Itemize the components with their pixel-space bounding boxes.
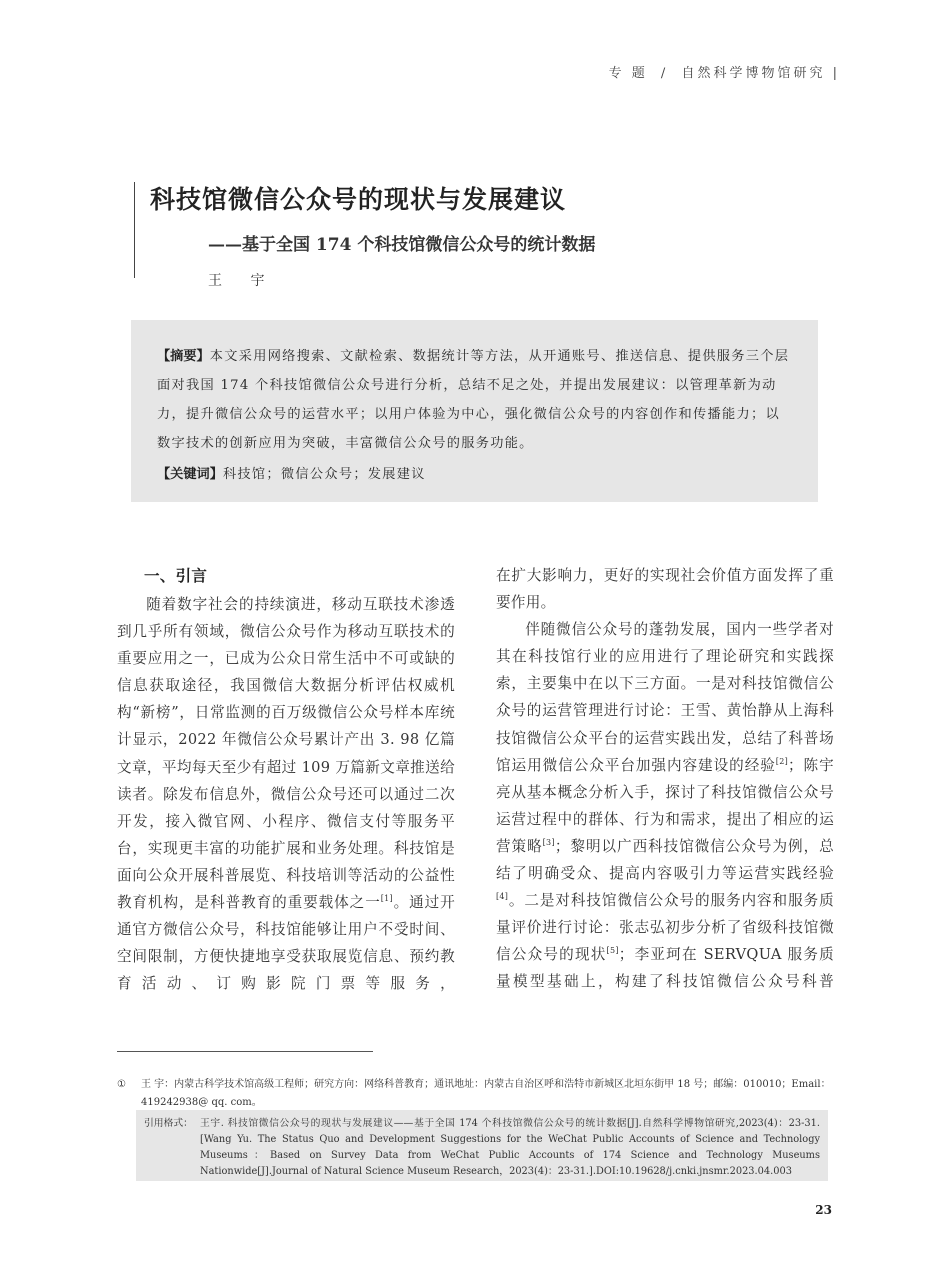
paragraph-text: 。通过开通官方微信公众号，科技馆能够让用户不受时间、空间限制，方便快捷地享受获取展览信息、预约教育活动、订购影院门票等服务， (117, 894, 456, 993)
paragraph-text: 。二是对科技馆微信公众号的服务内容和服务质量评价进行讨论：张志弘初步分析了省级科技馆微信公众号的现状 (496, 892, 834, 964)
article-title: 科技馆微信公众号的现状与发展建议 (150, 185, 567, 214)
abstract (157, 342, 794, 458)
paragraph-text: 随着数字社会的持续演进，移动互联技术渗透到几乎所有领域，微信公众号作为移动互联技术的重要应用之一，已成为公众日常生活中不可或缺的信息获取途径，我国微信大数据分析评估权威机构“新榜”，日常监测的百万级微信公众号样本库统计显示，2022 年微信公众号累计产出 3. 98 亿篇文章，平均每天至少有超过 109 万篇新文章推送给读者。除发布信息外，微信公众号还可以通过二次开发，接入微官网、小程序、微信支付等服务平台，实现更丰富的功能扩展和业务处理。科技馆是面向公众开展科普展览、科技培训等活动的公益性教育机构，是科普教育的重要载体之一 (117, 596, 455, 912)
citation-ref: [4] (496, 892, 509, 902)
abstract-text: 本文采用网络搜索、文献检索、数据统计等方法，从开通账号、推送信息、提供服务三个层面对我国 174 个科技馆微信公众号进行分析，总结不足之处，并提出发展建议：以管理革新为动力，提升微信公众号的运营水平；以用户体验为中心，强化微信公众号的内容创作和传播能力；以数字技术的创新应用为突破，丰富微信公众号的服务功能。 (157, 349, 790, 451)
paragraph-1-continued: 在扩大影响力，更好的实现社会价值方面发挥了重要作用。 (496, 567, 834, 612)
footnote-rule (117, 1051, 373, 1052)
keywords-text: 科技馆；微信公众号；发展建议 (222, 467, 426, 482)
section-heading: 一、引言 (144, 567, 208, 585)
right-column (496, 562, 834, 996)
keywords-label: 【关键词】 (157, 467, 223, 482)
running-head-journal: 自然科学博物馆研究 (681, 66, 826, 81)
left-column (117, 562, 455, 997)
paragraph-2 (496, 616, 834, 995)
paragraph-text: ；陈宇亮从基本概念分析入手，探讨了科技馆微信公众号运营过程中的群体、行为和需求，提出了相应的运营策略 (496, 756, 834, 855)
running-head-separator: / (660, 66, 669, 81)
article-subtitle: ——基于全国 174 个科技馆微信公众号的统计数据 (208, 235, 596, 255)
citation-box (136, 1110, 828, 1181)
citation-label: 引用格式： (144, 1118, 193, 1129)
citation-ref: [3] (542, 838, 555, 848)
running-head-section: 专 题 (608, 66, 648, 81)
citation-ref: [1] (380, 894, 393, 904)
abstract-box (131, 320, 818, 502)
keywords (157, 460, 794, 489)
paragraph-text: 伴随微信公众号的蓬勃发展，国内一些学者对其在科技馆行业的应用进行了理论研究和实践探索，主要集中在以下三方面。一是对科技馆微信公众号的运营管理进行讨论：王雪、黄怡静从上海科技馆微信公众平台的运营实践出发，总结了科普场馆运用微信公众平台加强内容建设的经验 (496, 621, 834, 774)
citation-text: 王宇. 科技馆微信公众号的现状与发展建议——基于全国 174 个科技馆微信公众号的统计数据[J].自然科学博物馆研究,2023(4)：23-31.[Wang Yu. The Status Quo and Development Suggestions for the WeChat Public Accounts of Science and Technology Museums：Based on Survey Data from WeChat Public Accounts of 174 Science and Technology Museums Nationwide[J].Journal of Natural Science Museum Research，2023(4)：23-31.].DOI:10.19628/j.cnki.jnsmr.2023.04.003 (200, 1118, 820, 1177)
running-head-bar: | (832, 66, 840, 81)
running-head (560, 62, 840, 81)
footnote-text: 王 宇：内蒙古科学技术馆高级工程师；研究方向：网络科普教育；通讯地址：内蒙古自治区呼和浩特市新城区北垣东街甲 18 号；邮编：010010；Email：419242938@ qq. com。 (141, 1079, 831, 1108)
article-author: 王 宇 (208, 273, 277, 289)
paragraph-text: ；黎明以广西科技馆微信公众号为例，总结了明确受众、提高内容吸引力等运营实践经验 (496, 837, 835, 883)
paragraph-text: ；李亚珂在 SERVQUA 服务质量模型基础上，构建了科技馆微信公众号科普 (496, 946, 834, 991)
paragraph-1 (117, 591, 455, 997)
citation-ref: [2] (775, 756, 789, 766)
body-columns (117, 562, 834, 1042)
page-number: 23 (815, 1203, 832, 1217)
citation-ref: [5] (606, 946, 619, 956)
footnote-mark: ① (117, 1079, 126, 1090)
abstract-label: 【摘要】 (157, 349, 210, 364)
title-accent-rule (134, 182, 135, 278)
author-footnote (117, 1076, 834, 1112)
